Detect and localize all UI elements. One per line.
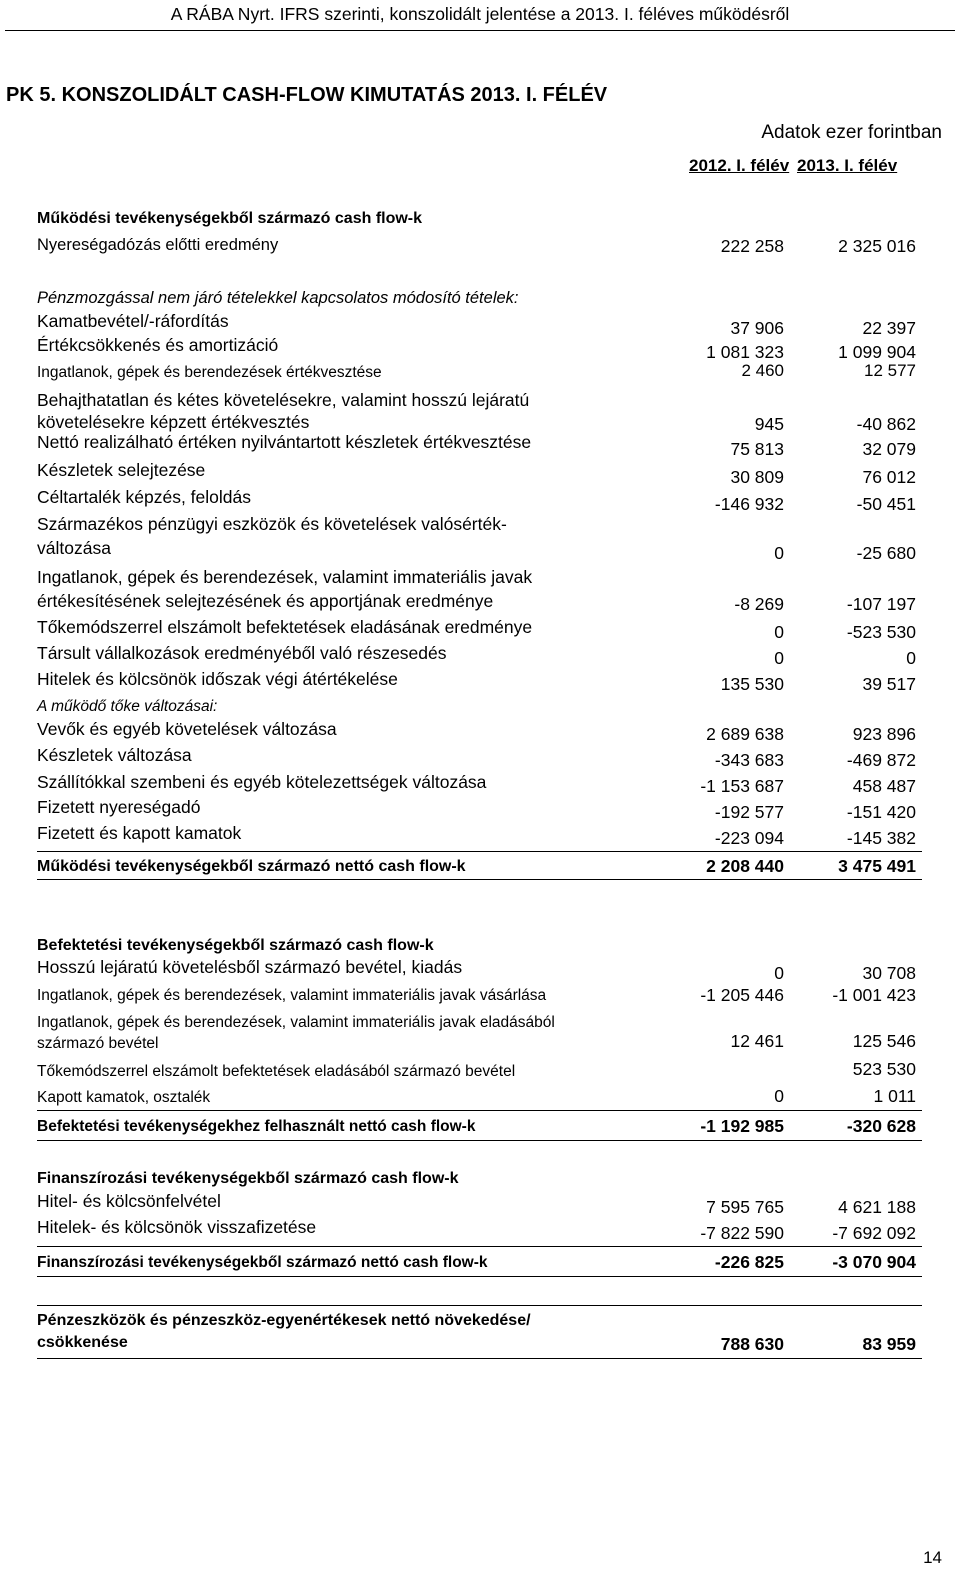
- row-label: Hosszú lejáratú követelésből származó bevétel, kiadás: [37, 957, 463, 977]
- value-2013: 1 011: [873, 1086, 916, 1106]
- row-label-cont: származó bevétel: [37, 1035, 159, 1052]
- value-2013: 523 530: [852, 1059, 916, 1079]
- value-2012: -1 205 446: [700, 985, 784, 1005]
- value-2012: 7 595 765: [706, 1197, 784, 1217]
- value-2012: 1 081 323: [706, 342, 784, 362]
- value-2013: 125 546: [852, 1031, 916, 1051]
- value-2013: 22 397: [862, 318, 916, 338]
- row-label-cont: változása: [37, 538, 111, 558]
- value-2012: 222 258: [720, 236, 784, 256]
- value-2013: 0: [906, 648, 916, 668]
- value-2012: 37 906: [730, 318, 784, 338]
- value-2013: -3 070 904: [832, 1252, 916, 1272]
- page-title: PK 5. KONSZOLIDÁLT CASH-FLOW KIMUTATÁS 2013. I. FÉLÉV: [6, 84, 608, 106]
- column-header-2013: 2013. I. félév: [797, 156, 898, 175]
- row-label: Fizetett és kapott kamatok: [37, 823, 242, 843]
- total-rule: [37, 1305, 922, 1306]
- value-2013: 2 325 016: [838, 236, 916, 256]
- row-label: Hitelek- és kölcsönök visszafizetése: [37, 1217, 317, 1237]
- value-2013: -7 692 092: [832, 1223, 916, 1243]
- value-2012: 30 809: [730, 467, 784, 487]
- section-heading: Működési tevékenységekből származó cash flow-k: [37, 210, 423, 227]
- value-2013: 4 621 188: [838, 1197, 916, 1217]
- row-label: Pénzeszközök és pénzeszköz-egyenértékesek nettó növekedése/: [37, 1312, 531, 1329]
- value-2012: -7 822 590: [700, 1223, 784, 1243]
- row-label: Vevők és egyéb követelések változása: [37, 719, 337, 739]
- value-2013: 458 487: [852, 776, 916, 796]
- value-2012: 2 689 638: [706, 724, 784, 744]
- row-label: Szállítókkal szembeni és egyéb kötelezettségek változása: [37, 772, 487, 792]
- row-label: Kapott kamatok, osztalék: [37, 1089, 211, 1106]
- row-label: Készletek változása: [37, 745, 192, 765]
- column-header-2012: 2012. I. félév: [689, 156, 790, 175]
- value-2013: 39 517: [862, 674, 916, 694]
- section-heading: Finanszírozási tevékenységekből származó cash flow-k: [37, 1170, 459, 1187]
- value-2013: -25 680: [856, 543, 916, 563]
- value-2013: 76 012: [862, 467, 916, 487]
- row-label: Hitelek és kölcsönök időszak végi átértékelése: [37, 669, 398, 689]
- unit-note: Adatok ezer forintban: [761, 122, 942, 143]
- total-rule: [37, 1246, 922, 1247]
- net-change-row: [37, 1312, 922, 1358]
- value-2013: 83 959: [862, 1334, 916, 1354]
- row-label: Készletek selejtezése: [37, 460, 206, 480]
- value-2013: -107 197: [846, 594, 916, 614]
- value-2012: 0: [774, 1086, 784, 1106]
- row-label: Behajthatatlan és kétes követelésekre, valamint hosszú lejáratú: [37, 390, 530, 410]
- value-2012: -146 932: [714, 494, 784, 514]
- value-2012: 0: [774, 622, 784, 642]
- running-header: A RÁBA Nyrt. IFRS szerinti, konszolidált jelentése a 2013. I. féléves működésről: [170, 4, 790, 24]
- subheading: Pénzmozgással nem járó tételekkel kapcsolatos módosító tételek:: [37, 289, 519, 307]
- row-label: Tőkemódszerrel elszámolt befektetések eladásának eredménye: [37, 617, 533, 637]
- row-label: Ingatlanok, gépek és berendezések, valamint immateriális javak: [37, 567, 533, 587]
- row-label: Működési tevékenységekből származó nettó cash flow-k: [37, 858, 466, 875]
- total-rule: [37, 851, 922, 852]
- value-2012: -343 683: [714, 750, 784, 770]
- row-label: Fizetett nyereségadó: [37, 797, 201, 817]
- subheading: A működő tőke változásai:: [37, 698, 218, 715]
- row-label-cont: követelésekre képzett értékvesztés: [37, 412, 310, 432]
- value-2012: 12 461: [730, 1031, 784, 1051]
- table-row: [37, 1014, 922, 1060]
- header-rule: [5, 30, 955, 31]
- row-label: Értékcsökkenés és amortizáció: [37, 335, 279, 355]
- total-rule: [37, 1110, 922, 1111]
- value-2013: -145 382: [846, 828, 916, 848]
- row-label: Ingatlanok, gépek és berendezések értékvesztése: [37, 364, 382, 381]
- total-rule: [37, 1140, 922, 1141]
- value-2013: -40 862: [856, 414, 916, 434]
- value-2012: -192 577: [714, 802, 784, 822]
- value-2013: -523 530: [846, 622, 916, 642]
- row-label: Nettó realizálható értéken nyilvántartott készletek értékvesztése: [37, 432, 532, 452]
- row-label: Hitel- és kölcsönfelvétel: [37, 1191, 221, 1211]
- value-2012: 0: [774, 648, 784, 668]
- row-label: Finanszírozási tevékenységekből származó nettó cash flow-k: [37, 1254, 488, 1271]
- total-rule: [37, 879, 922, 880]
- value-2013: -151 420: [846, 802, 916, 822]
- value-2012: 135 530: [720, 674, 784, 694]
- value-2013: 3 475 491: [838, 856, 916, 876]
- value-2013: 32 079: [862, 439, 916, 459]
- value-2013: 12 577: [864, 361, 916, 380]
- row-label: Származékos pénzügyi eszközök és követelések valósérték-: [37, 514, 507, 534]
- value-2013: -50 451: [856, 494, 916, 514]
- total-rule: [37, 1358, 922, 1359]
- value-2012: -8 269: [734, 594, 784, 614]
- value-2013: 30 708: [862, 963, 916, 983]
- value-2012: 0: [774, 543, 784, 563]
- row-label: Kamatbevétel/-ráfordítás: [37, 311, 229, 331]
- row-label: Tőkemódszerrel elszámolt befektetések eladásából származó bevétel: [37, 1063, 516, 1080]
- row-label: Befektetési tevékenységekhez felhasznált nettó cash flow-k: [37, 1118, 476, 1135]
- section-heading: Befektetési tevékenységekből származó cash flow-k: [37, 937, 434, 954]
- row-label: Társult vállalkozások eredményéből való részesedés: [37, 643, 447, 663]
- value-2012: 788 630: [720, 1334, 784, 1354]
- value-2012: -226 825: [714, 1252, 784, 1272]
- table-row: [37, 567, 922, 619]
- value-2012: -1 192 985: [700, 1116, 784, 1136]
- page-number: 14: [923, 1548, 942, 1567]
- value-2012: -1 153 687: [700, 776, 784, 796]
- value-2013: -469 872: [846, 750, 916, 770]
- value-2013: 923 896: [852, 724, 916, 744]
- row-label: Ingatlanok, gépek és berendezések, valamint immateriális javak vásárlása: [37, 987, 547, 1004]
- value-2012: 2 460: [741, 361, 784, 380]
- total-rule: [37, 1276, 922, 1277]
- row-label-cont: csökkenése: [37, 1334, 128, 1351]
- value-2013: -1 001 423: [832, 985, 916, 1005]
- value-2013: -320 628: [846, 1116, 916, 1136]
- value-2012: 945: [754, 414, 784, 434]
- value-2012: -223 094: [714, 828, 784, 848]
- value-2013: 1 099 904: [838, 342, 916, 362]
- value-2012: 0: [774, 963, 784, 983]
- value-2012: 2 208 440: [706, 856, 784, 876]
- row-label: Ingatlanok, gépek és berendezések, valamint immateriális javak eladásából: [37, 1014, 555, 1031]
- table-row: [37, 514, 922, 566]
- row-label: Nyereségadózás előtti eredmény: [37, 236, 279, 254]
- value-2012: 75 813: [730, 439, 784, 459]
- row-label-cont: értékesítésének selejtezésének és apportjának eredménye: [37, 591, 494, 611]
- row-label: Céltartalék képzés, feloldás: [37, 487, 251, 507]
